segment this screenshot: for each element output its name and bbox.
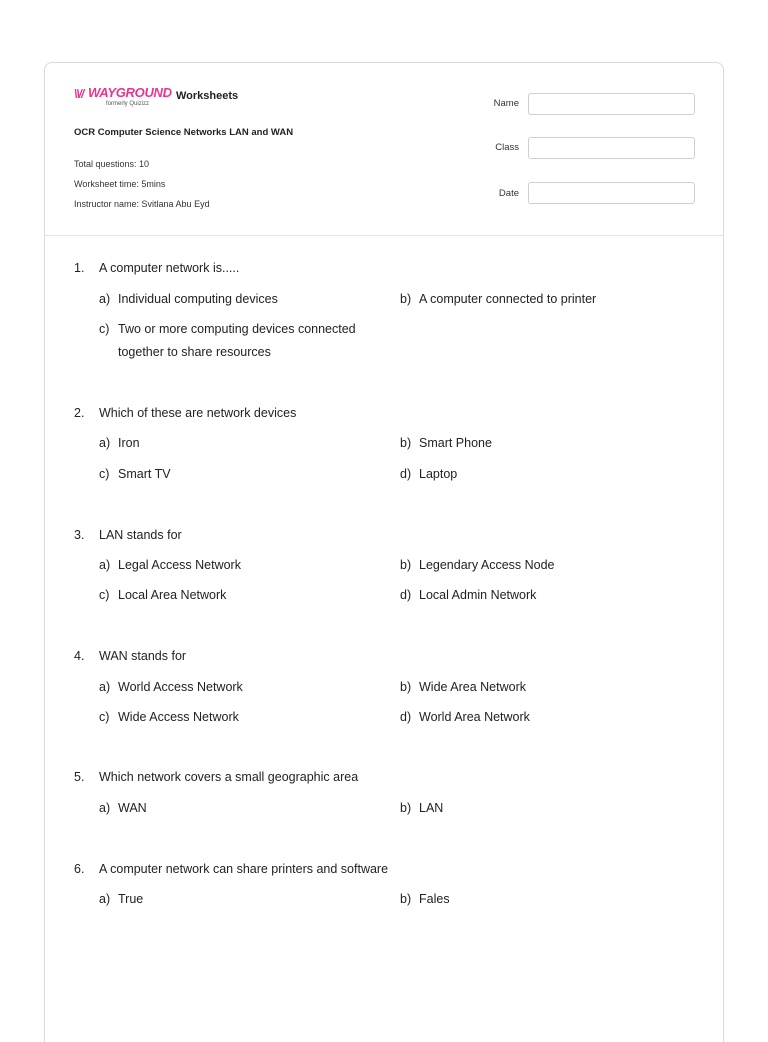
question-text: A computer network can share printers and software <box>99 862 389 876</box>
option-letter: d) <box>400 710 412 724</box>
logo-wordmark: WAYGROUND <box>88 85 172 100</box>
worksheet-header <box>45 63 723 236</box>
option-c[interactable] <box>99 318 368 364</box>
brand <box>74 85 238 113</box>
option-letter: c) <box>99 322 110 336</box>
option-text: Legal Access Network <box>118 558 241 572</box>
option-text: Wide Area Network <box>419 680 526 694</box>
logo-subtitle: formerly Quizizz <box>106 101 150 107</box>
option-text: Laptop <box>419 467 458 481</box>
date-field[interactable] <box>528 182 695 204</box>
logo-mark-icon: \\// <box>74 87 84 101</box>
option-text: Smart Phone <box>419 436 492 450</box>
option-text: Two or more computing devices connected together to share resources <box>118 322 356 359</box>
option-letter: c) <box>99 710 110 724</box>
option-a[interactable] <box>99 432 140 455</box>
option-text: World Access Network <box>118 680 243 694</box>
question-number: 1. <box>74 261 85 275</box>
total-questions: Total questions: 10 <box>74 159 150 169</box>
option-a[interactable] <box>99 797 147 820</box>
option-a[interactable] <box>99 554 241 577</box>
option-text: World Area Network <box>419 710 530 724</box>
option-letter: a) <box>99 680 111 694</box>
option-text: Local Area Network <box>118 588 227 602</box>
option-a[interactable] <box>99 888 143 911</box>
option-letter: b) <box>400 892 412 906</box>
option-letter: a) <box>99 292 111 306</box>
option-b[interactable] <box>400 797 443 820</box>
option-b[interactable] <box>400 288 596 311</box>
option-letter: b) <box>400 292 412 306</box>
option-letter: b) <box>400 680 412 694</box>
name-label: Name <box>493 98 519 109</box>
option-letter: b) <box>400 558 412 572</box>
option-letter: c) <box>99 588 110 602</box>
worksheet-title: OCR Computer Science Networks LAN and WAN <box>74 127 294 138</box>
option-text: Fales <box>419 892 450 906</box>
option-text: True <box>118 892 144 906</box>
option-b[interactable] <box>400 554 555 577</box>
option-letter: a) <box>99 892 111 906</box>
question-number: 2. <box>74 406 85 420</box>
option-text: LAN <box>419 801 444 815</box>
option-letter: b) <box>400 436 412 450</box>
option-letter: c) <box>99 467 110 481</box>
question-number: 3. <box>74 528 85 542</box>
option-d[interactable] <box>400 463 457 486</box>
option-letter: d) <box>400 467 412 481</box>
product-name: Worksheets <box>176 90 239 102</box>
question-text: Which network covers a small geographic area <box>99 770 359 784</box>
option-letter: a) <box>99 801 111 815</box>
instructor-name: Instructor name: Svitlana Abu Eyd <box>74 199 210 209</box>
date-label: Date <box>498 188 519 199</box>
question-text: A computer network is..... <box>99 261 240 275</box>
option-text: Wide Access Network <box>118 710 239 724</box>
option-d[interactable] <box>400 584 536 607</box>
question-number: 5. <box>74 770 85 784</box>
option-text: Legendary Access Node <box>419 558 555 572</box>
option-letter: b) <box>400 801 412 815</box>
option-b[interactable] <box>400 888 450 911</box>
worksheet-time: Worksheet time: 5mins <box>74 179 166 189</box>
question-number: 6. <box>74 862 85 876</box>
option-b[interactable] <box>400 676 526 699</box>
option-a[interactable] <box>99 288 278 311</box>
name-field[interactable] <box>528 93 695 115</box>
option-b[interactable] <box>400 432 492 455</box>
option-letter: a) <box>99 436 111 450</box>
class-label: Class <box>495 142 519 153</box>
option-text: A computer connected to printer <box>419 292 597 306</box>
option-text: Smart TV <box>118 467 171 481</box>
option-text: WAN <box>118 801 147 815</box>
question-text: LAN stands for <box>99 528 182 542</box>
option-a[interactable] <box>99 676 243 699</box>
question-text: WAN stands for <box>99 649 187 663</box>
option-letter: a) <box>99 558 111 572</box>
option-text: Individual computing devices <box>118 292 278 306</box>
option-d[interactable] <box>400 706 530 729</box>
option-letter: d) <box>400 588 412 602</box>
class-field[interactable] <box>528 137 695 159</box>
question-number: 4. <box>74 649 85 663</box>
question-text: Which of these are network devices <box>99 406 297 420</box>
wayground-logo <box>74 85 170 113</box>
worksheet-card <box>44 62 724 1042</box>
option-c[interactable] <box>99 706 239 729</box>
option-text: Local Admin Network <box>419 588 537 602</box>
option-c[interactable] <box>99 584 226 607</box>
option-c[interactable] <box>99 463 171 486</box>
option-text: Iron <box>118 436 140 450</box>
